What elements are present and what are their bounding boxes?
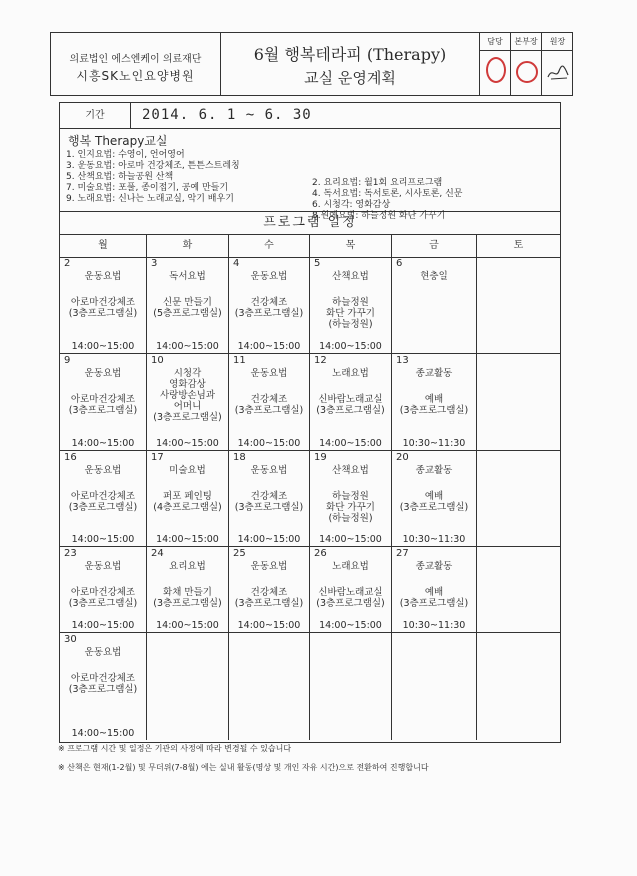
red-seal-stamp [516,61,538,83]
weekday-4: 금 [392,235,477,257]
program-right-item: 8.원예요법: 하늘정원 화단 가꾸기 [312,211,446,221]
activity-detail: 아로마건강체조 (3층프로그램실) [68,491,138,513]
schedule-cell [147,257,229,354]
weekday-1: 화 [147,235,229,257]
activity-detail: 퍼포 페인팅 (4층프로그램실) [153,491,222,513]
activity-time: 14:00~15:00 [237,620,301,631]
activity-type: 독서요법 [169,271,206,282]
document-header [50,32,573,96]
activity-time: 14:00~15:00 [156,438,219,449]
approval-box [479,33,574,95]
activity-type: 운동요법 [250,368,288,379]
note-walk-policy: ※ 산책은 현재(1-2월) 및 무더위(7-8월) 에는 실내 활동(명상 및 개인 자유 시간)으로 전환하여 진행합니다 [58,763,429,772]
program-right-item: 4. 독서요법: 독서토론, 시사토론, 신문 [312,189,463,199]
schedule-cell [147,354,229,451]
day-number: 17 [151,452,164,463]
activity-time: 14:00~15:00 [237,534,301,545]
activity-type: 운동요법 [84,561,122,572]
activity-detail: 화채 만들기 (3층프로그램실) [153,587,222,609]
day-number: 2 [64,258,71,269]
weekday-5: 토 [513,240,524,251]
activity-type: 운동요법 [250,465,288,476]
schedule-title: 프로그램 일정 [60,212,560,235]
day-number: 19 [314,452,327,463]
schedule-cell [310,547,392,633]
activity-detail: 아로마건강체조 (3층프로그램실) [68,673,138,695]
activity-type: 미술요법 [169,465,206,476]
schedule-cell [392,354,477,451]
program-left-item: 9. 노래요법: 신나는 노래교실, 악기 배우기 [66,194,234,204]
activity-time: 10:30~11:30 [402,438,466,449]
schedule-cell [60,451,147,547]
activity-type: 운동요법 [250,561,288,572]
signature-icon [546,59,570,83]
activity-time: 14:00~15:00 [71,438,135,449]
approval-staff [480,33,511,95]
activity-time: 14:00~15:00 [156,620,219,631]
schedule-cell [477,354,560,451]
period-label: 기간 [60,103,131,128]
program-left-item: 7. 미술요법: 포풀, 종이접기, 공예 만들기 [66,183,229,193]
day-number: 9 [64,355,71,366]
approval-label: 담당 [480,33,510,51]
day-number: 30 [64,634,77,645]
program-left-item: 5. 산책요법: 하늘공원 산책 [66,172,174,182]
hospital-name: 시흥SK노인요양병원 [76,69,195,83]
approval-director [511,33,542,95]
day-number: 12 [314,355,327,366]
activity-time: 14:00~15:00 [237,438,301,449]
program-list-left [66,150,240,205]
activity-detail: 신문 만들기 (5층프로그램실) [153,297,222,319]
activity-time: 10:30~11:30 [402,534,466,545]
activity-time: 14:00~15:00 [319,620,382,631]
activity-type: 종교활동 [415,465,453,476]
activity-time: 14:00~15:00 [71,534,135,545]
schedule-cell [229,633,310,740]
schedule-cell [392,547,477,633]
schedule-cell [392,633,477,740]
schedule-cell [310,633,392,740]
activity-type: 산책요법 [332,465,369,476]
schedule-cell [310,451,392,547]
schedule-cell [147,451,229,547]
hospital-foundation: 의료법인 에스엔케이 의료재단 [69,54,202,65]
activity-type: 노래요법 [332,368,369,379]
schedule-cell [229,547,310,633]
activity-time: 14:00~15:00 [71,728,135,739]
activity-time: 10:30~11:30 [402,620,466,631]
hospital-name-box [51,33,221,95]
activity-type: 산책요법 [332,271,369,282]
schedule-cell [147,633,229,740]
note-schedule-change: ※ 프로그램 시간 및 일정은 기관의 사정에 따라 변경될 수 있습니다 [58,744,292,753]
activity-time: 14:00~15:00 [237,341,301,352]
activity-time: 14:00~15:00 [156,534,219,545]
day-number: 5 [314,258,321,269]
title-line-1: 6월 행복테라피 (Therapy) [253,45,447,64]
activity-detail: 예배 (3층프로그램실) [399,587,469,609]
day-number: 6 [396,258,403,269]
activity-type: 운동요법 [84,465,122,476]
schedule-cell [310,354,392,451]
activity-detail: 신바람노래교실 (3층프로그램실) [316,587,385,609]
document-title [221,33,479,95]
activity-time: 14:00~15:00 [71,341,135,352]
schedule-cell [147,547,229,633]
program-list-title: 행복 Therapy교실 [68,134,168,148]
day-number: 26 [314,548,327,559]
activity-type: 종교활동 [415,561,453,572]
schedule-cell [60,633,147,740]
title-line-2: 교실 운영계획 [304,69,396,87]
red-seal-stamp [486,57,506,83]
day-number: 24 [151,548,164,559]
schedule-cell [392,451,477,547]
activity-detail: 예배 (3층프로그램실) [399,394,469,416]
day-number: 11 [233,355,246,366]
weekday-3: 목 [310,235,392,257]
activity-detail: 아로마건강체조 (3층프로그램실) [68,297,138,319]
weekday-2: 수 [229,235,310,257]
approval-label: 원장 [542,33,573,51]
plan-table [59,102,561,743]
schedule-cell [229,354,310,451]
day-number: 25 [233,548,246,559]
schedule-cell [477,451,560,547]
activity-detail: 건강체조 (3층프로그램실) [234,297,304,319]
day-number: 18 [233,452,246,463]
activity-type: 현충일 [420,271,448,282]
schedule-cell [477,633,560,740]
program-list [60,129,560,221]
period-row [60,103,560,129]
schedule-cell [392,257,477,354]
activity-detail: 예배 (3층프로그램실) [399,491,469,513]
activity-type: 운동요법 [84,271,122,282]
period-value: 2014. 6. 1 ~ 6. 30 [142,107,312,123]
program-left-item: 3. 운동요법: 아로마 건강체조, 튼튼스트레칭 [66,161,240,171]
activity-type: 시청각 영화감상 사랑방손님과 어머니 (3층프로그램실) [153,368,222,423]
schedule-cell [229,257,310,354]
activity-time: 14:00~15:00 [319,534,382,545]
program-right-item: 2. 요리요법: 월1회 요리프로그램 [312,178,443,188]
activity-time: 14:00~15:00 [156,341,219,352]
schedule-cell [477,257,560,354]
schedule-cell [229,451,310,547]
weekday-header [60,235,560,258]
day-number: 4 [233,258,240,269]
day-number: 10 [151,355,164,366]
program-right-item: 6. 시청각: 영화감상 [312,200,391,210]
day-number: 13 [396,355,409,366]
schedule-cell [60,257,147,354]
activity-time: 14:00~15:00 [319,438,382,449]
activity-type: 운동요법 [84,368,122,379]
day-number: 20 [396,452,409,463]
activity-time: 14:00~15:00 [71,620,135,631]
schedule-cell [477,547,560,633]
day-number: 16 [64,452,77,463]
approval-label: 본부장 [511,33,541,51]
schedule-cell [310,257,392,354]
activity-detail: 건강체조 (3층프로그램실) [234,491,304,513]
activity-detail: 하늘정원 화단 가꾸기 (하늘정원) [326,297,375,330]
activity-detail: 건강체조 (3층프로그램실) [234,394,304,416]
program-left-item: 1. 인지요법: 수영이, 언어영어 [66,150,185,160]
day-number: 23 [64,548,77,559]
activity-detail: 건강체조 (3층프로그램실) [234,587,304,609]
approval-head [542,33,573,95]
activity-detail: 아로마건강체조 (3층프로그램실) [68,394,138,416]
activity-detail: 신바람노래교실 (3층프로그램실) [316,394,385,416]
activity-type: 운동요법 [84,647,122,658]
schedule-cell [60,354,147,451]
activity-type: 노래요법 [332,561,369,572]
schedule-cell [60,547,147,633]
activity-detail: 아로마건강체조 (3층프로그램실) [68,587,138,609]
activity-detail: 하늘정원 화단 가꾸기 (하늘정원) [326,491,375,524]
activity-type: 운동요법 [250,271,288,282]
activity-type: 종교활동 [415,368,453,379]
day-number: 27 [396,548,409,559]
activity-time: 14:00~15:00 [319,341,382,352]
activity-type: 요리요법 [169,561,206,572]
day-number: 3 [151,258,158,269]
weekday-0: 월 [60,235,147,257]
